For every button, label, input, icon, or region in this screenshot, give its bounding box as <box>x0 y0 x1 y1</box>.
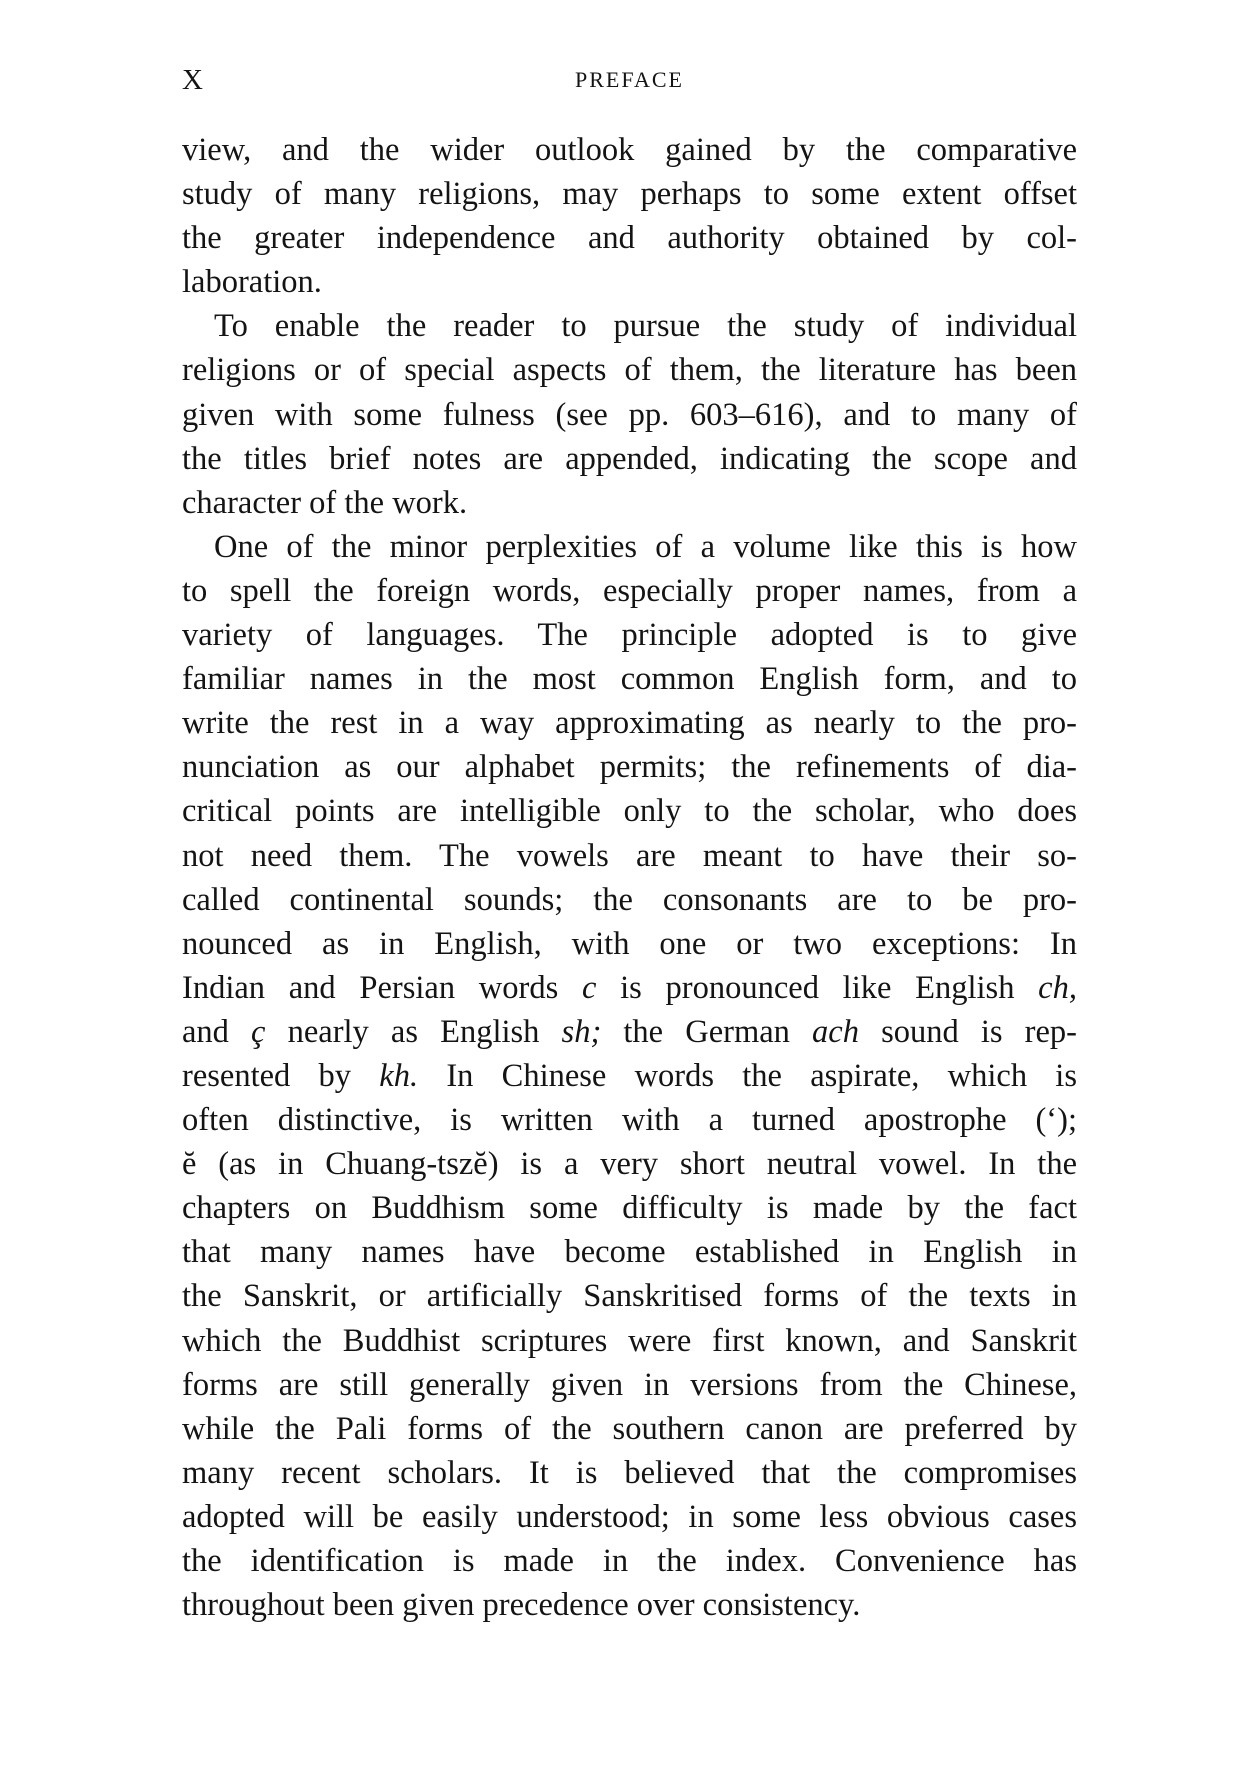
text-line: write the rest in a way approximating as nearly to the pro- <box>182 705 1077 742</box>
text-run: nearly as English <box>265 1013 562 1050</box>
text-line: nunciation as our alphabet permits; the refinements of dia- <box>182 749 1077 786</box>
text-line: the greater independence and authority obtained by col- <box>182 220 1077 257</box>
text-line: character of the work. <box>182 484 468 521</box>
text-line: throughout been given precedence over consistency. <box>182 1587 861 1624</box>
text-line: nounced as in English, with one or two exceptions: In <box>182 925 1077 962</box>
page-number: X <box>182 64 203 96</box>
text-line: while the Pali forms of the southern canon are preferred by <box>182 1410 1077 1447</box>
text-line <box>182 966 1077 1010</box>
text-run: resented by <box>182 1057 380 1094</box>
text-line: not need them. The vowels are meant to have their so- <box>182 837 1077 874</box>
text-run: and <box>182 1013 252 1050</box>
text-line: laboration. <box>182 264 322 301</box>
body-text <box>182 128 1077 1627</box>
text-line: familiar names in the most common English form, and to <box>182 661 1077 698</box>
text-line: study of many religions, may perhaps to some extent offset <box>182 176 1077 213</box>
text-line <box>182 1010 1077 1054</box>
text-line: view, and the wider outlook gained by the comparative <box>182 132 1077 168</box>
text-line: the titles brief notes are appended, indicating the scope and <box>182 440 1077 477</box>
text-line: chapters on Buddhism some difficulty is made by the fact <box>182 1190 1077 1227</box>
text-run-italic: ch, <box>1038 969 1077 1006</box>
text-line: the Sanskrit, or artificially Sanskritised forms of the texts in <box>182 1278 1077 1315</box>
text-line: often distinctive, is written with a turned apostrophe (‘); <box>182 1102 1077 1139</box>
text-line <box>182 1054 1077 1098</box>
text-run-italic: ach <box>812 1013 859 1050</box>
text-line: ĕ (as in Chuang-tszĕ) is a very short neutral vowel. In the <box>182 1146 1077 1183</box>
text-line: which the Buddhist scriptures were first known, and Sanskrit <box>182 1322 1077 1359</box>
text-run-italic: c <box>581 969 597 1006</box>
text-run: Indian and Persian words <box>182 969 582 1006</box>
text-run: the German <box>601 1013 813 1050</box>
running-title: PREFACE <box>575 67 684 92</box>
text-line: To enable the reader to pursue the study of individual <box>214 308 1077 345</box>
text-run: sound is rep- <box>858 1013 1077 1050</box>
text-line: the identification is made in the index. Convenience has <box>182 1543 1077 1579</box>
text-run-italic: kh. <box>379 1057 419 1094</box>
text-line: to spell the foreign words, especially proper names, from a <box>182 572 1077 609</box>
text-line: many recent scholars. It is believed that the compromises <box>182 1454 1077 1491</box>
text-run-italic: sh; <box>561 1013 602 1050</box>
text-line: adopted will be easily understood; in some less obvious cases <box>182 1498 1077 1535</box>
text-run-italic: ç <box>251 1013 266 1050</box>
text-line: called continental sounds; the consonants are to be pro- <box>182 881 1077 918</box>
text-line: critical points are intelligible only to the scholar, who does <box>182 793 1077 830</box>
text-line: forms are still generally given in versions from the Chinese, <box>182 1366 1077 1403</box>
text-line: given with some fulness (see pp. 603–616), and to many of <box>182 396 1077 433</box>
text-line: variety of languages. The principle adopted is to give <box>182 617 1077 654</box>
text-run: In Chinese words the aspirate, which is <box>418 1057 1077 1094</box>
running-head <box>182 62 1077 98</box>
text-line: One of the minor perplexities of a volume like this is how <box>214 528 1077 565</box>
text-line: that many names have become established in English in <box>182 1234 1077 1271</box>
text-line: religions or of special aspects of them, the literature has been <box>182 352 1077 389</box>
text-run: is pronounced like English <box>596 969 1039 1006</box>
